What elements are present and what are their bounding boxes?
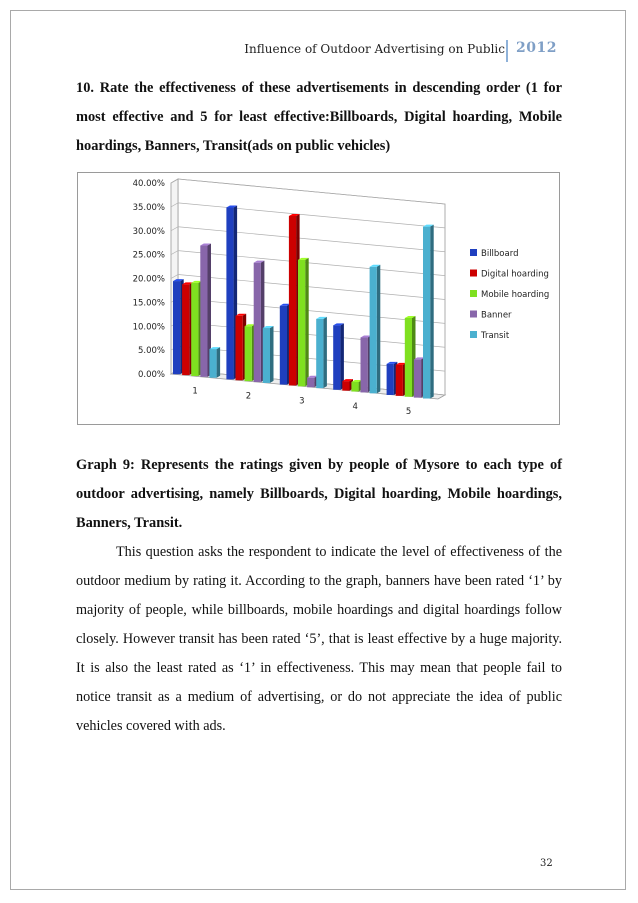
graph-caption: Graph 9: Represents the ratings given by people of Mysore to each type of outdoor advertising, namely Billboards, Digital hoarding, Mobile hoardings, Banners, Transit. (76, 457, 562, 531)
bar-mobile-hoarding-2 (245, 326, 252, 381)
bar-side-mobile-hoarding-3 (305, 258, 309, 387)
x-tick-label: 3 (299, 396, 305, 407)
header-separator (506, 40, 508, 62)
bar-billboard-5 (387, 364, 394, 395)
x-tick-label: 5 (405, 407, 412, 418)
header-title: Influence of Outdoor Advertising on Public (244, 42, 505, 56)
body-paragraph: This question asks the respondent to indicate the level of effectiveness of the outdoor medium by rating it. According to the graph, banners have been rated ‘1’ by majority of people, while billboards, mobile hoardings and digital hoardings follow closely. However transit has been rated ‘5’, that is least effective by a huge majority. It is also the least rated as ‘1’ in effectiveness. This may mean that people fail to notice transit as a medium of advertising, or do not appreciate the idea of public vehicles covered with ads. (76, 544, 562, 734)
bar-side-transit-4 (377, 265, 381, 394)
bar-billboard-4 (333, 325, 340, 389)
y-tick-label: 35.00% (132, 202, 165, 213)
legend-label: Banner (481, 310, 512, 321)
y-tick-label: 30.00% (132, 226, 165, 237)
y-tick-label: 20.00% (132, 274, 165, 285)
bar-transit-2 (263, 328, 270, 383)
bar-banner-2 (254, 263, 261, 382)
bar-banner-5 (414, 359, 421, 397)
bar-transit-1 (209, 349, 216, 378)
bar-mobile-hoarding-4 (351, 382, 358, 392)
header-year: 2012 (516, 40, 557, 56)
legend-swatch (470, 249, 477, 256)
bar-billboard-3 (280, 306, 287, 385)
bar-mobile-hoarding-3 (298, 260, 305, 387)
bar-banner-4 (361, 338, 368, 393)
bar-chart (78, 173, 561, 426)
legend-label: Mobile hoarding (481, 290, 550, 300)
bar-digital-hoarding-1 (182, 284, 189, 375)
page-number: 32 (540, 858, 553, 869)
legend-swatch (470, 311, 477, 318)
legend-label: Digital hoarding (481, 269, 549, 280)
x-tick-label: 2 (245, 391, 252, 402)
y-tick-label: 40.00% (132, 179, 165, 189)
y-tick-label: 5.00% (137, 346, 165, 357)
y-tick-label: 0.00% (137, 370, 165, 380)
bar-side-transit-1 (217, 347, 221, 378)
bar-side-transit-2 (270, 326, 274, 383)
y-tick-label: 10.00% (132, 322, 165, 333)
bar-digital-hoarding-4 (342, 381, 349, 391)
x-tick-label: 1 (192, 386, 198, 397)
bar-digital-hoarding-3 (289, 216, 296, 386)
bar-digital-hoarding-2 (236, 316, 243, 380)
legend-swatch (470, 270, 477, 277)
bar-billboard-2 (226, 207, 233, 379)
bar-transit-5 (423, 227, 430, 399)
y-tick-label: 15.00% (132, 298, 165, 309)
chart-container (77, 172, 560, 425)
bar-mobile-hoarding-1 (191, 283, 198, 376)
bar-mobile-hoarding-5 (405, 318, 412, 397)
bar-digital-hoarding-5 (396, 365, 403, 396)
bar-side-billboard-4 (340, 323, 344, 389)
y-tick-label: 25.00% (132, 250, 165, 261)
legend-label: Transit (481, 331, 510, 341)
bar-transit-4 (370, 267, 377, 394)
bar-banner-1 (200, 246, 207, 377)
x-tick-label: 4 (352, 401, 358, 412)
bar-transit-3 (316, 319, 323, 388)
legend-swatch (470, 290, 477, 297)
bar-billboard-1 (173, 281, 180, 374)
bar-side-transit-5 (430, 225, 434, 399)
legend-swatch (470, 331, 477, 338)
page-header (0, 40, 638, 62)
legend-label: Billboard (481, 249, 519, 259)
bar-banner-3 (307, 378, 314, 388)
bar-side-transit-3 (323, 317, 327, 388)
question-text: 10. Rate the effectiveness of these advertisements in descending order (1 for most effective and 5 for least effective:Billboards, Digital hoarding, Mobile hoardings, Banners, Transit(ads on public vehicles) (76, 80, 562, 154)
